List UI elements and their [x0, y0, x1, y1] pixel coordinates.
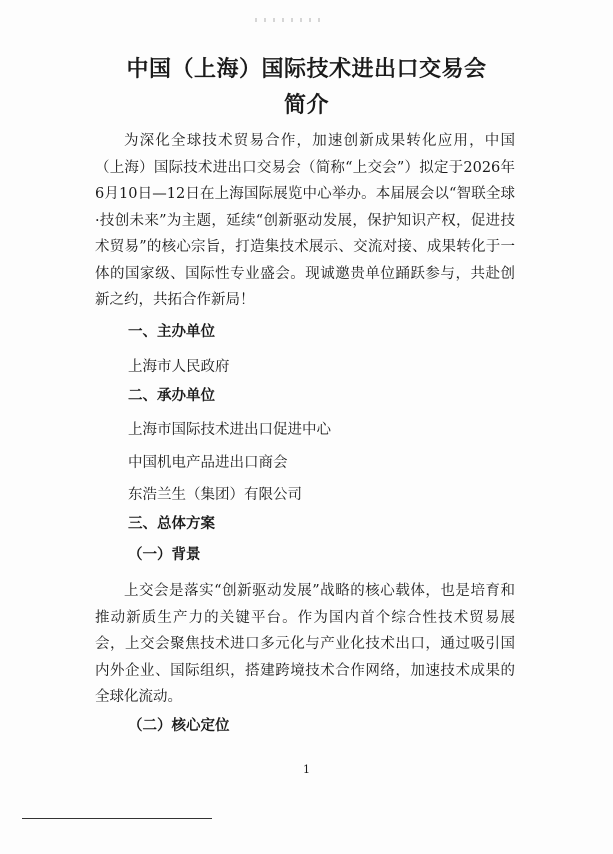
footnote-rule [22, 818, 212, 819]
background-paragraph: 上交会是落实“创新驱动发展”战略的核心载体，也是培育和推动新质生产力的关键平台。作为国内首个综合性技术贸易展会，上交会聚焦技术进口多元化与产业化技术出口，通过吸引国内外企业、国际组织，搭建跨境技术合作网络，加速技术成果的全球化流动。 [95, 583, 515, 705]
section-heading-organizers: 二、承办单位 [128, 388, 215, 404]
organizer-item: 上海市国际技术进出口促进中心 [128, 422, 331, 438]
page-number: 1 [303, 763, 310, 776]
subsection-heading-positioning: （二）核心定位 [128, 718, 230, 734]
host-name: 上海市人民政府 [128, 359, 230, 375]
document-title: 中国（上海）国际技术进出口交易会 [126, 57, 487, 82]
intro-paragraph: 为深化全球技术贸易合作，加速创新成果转化应用，中国（上海）国际技术进出口交易会（简称“上交会”）拟定于2026年6月10日—12日在上海国际展览中心举办。本届展会以“智联全球·技创未来”为主题，延续“创新驱动发展，保护知识产权，促进技术贸易”的核心宗旨，打造集技术展示、交流对接、成果转化于一体的国家级、国际性专业盛会。现诚邀贵单位踊跃参与，共赴创新之约，共拓合作新局！ [95, 133, 515, 308]
section-heading-host: 一、主办单位 [128, 324, 215, 340]
organizer-item: 东浩兰生（集团）有限公司 [128, 487, 302, 503]
document-subtitle: 简介 [283, 93, 329, 118]
organizer-item: 中国机电产品进出口商会 [128, 455, 288, 471]
subsection-heading-background: （一）背景 [128, 547, 201, 563]
scan-speck [255, 18, 325, 22]
section-heading-plan: 三、总体方案 [128, 516, 215, 532]
